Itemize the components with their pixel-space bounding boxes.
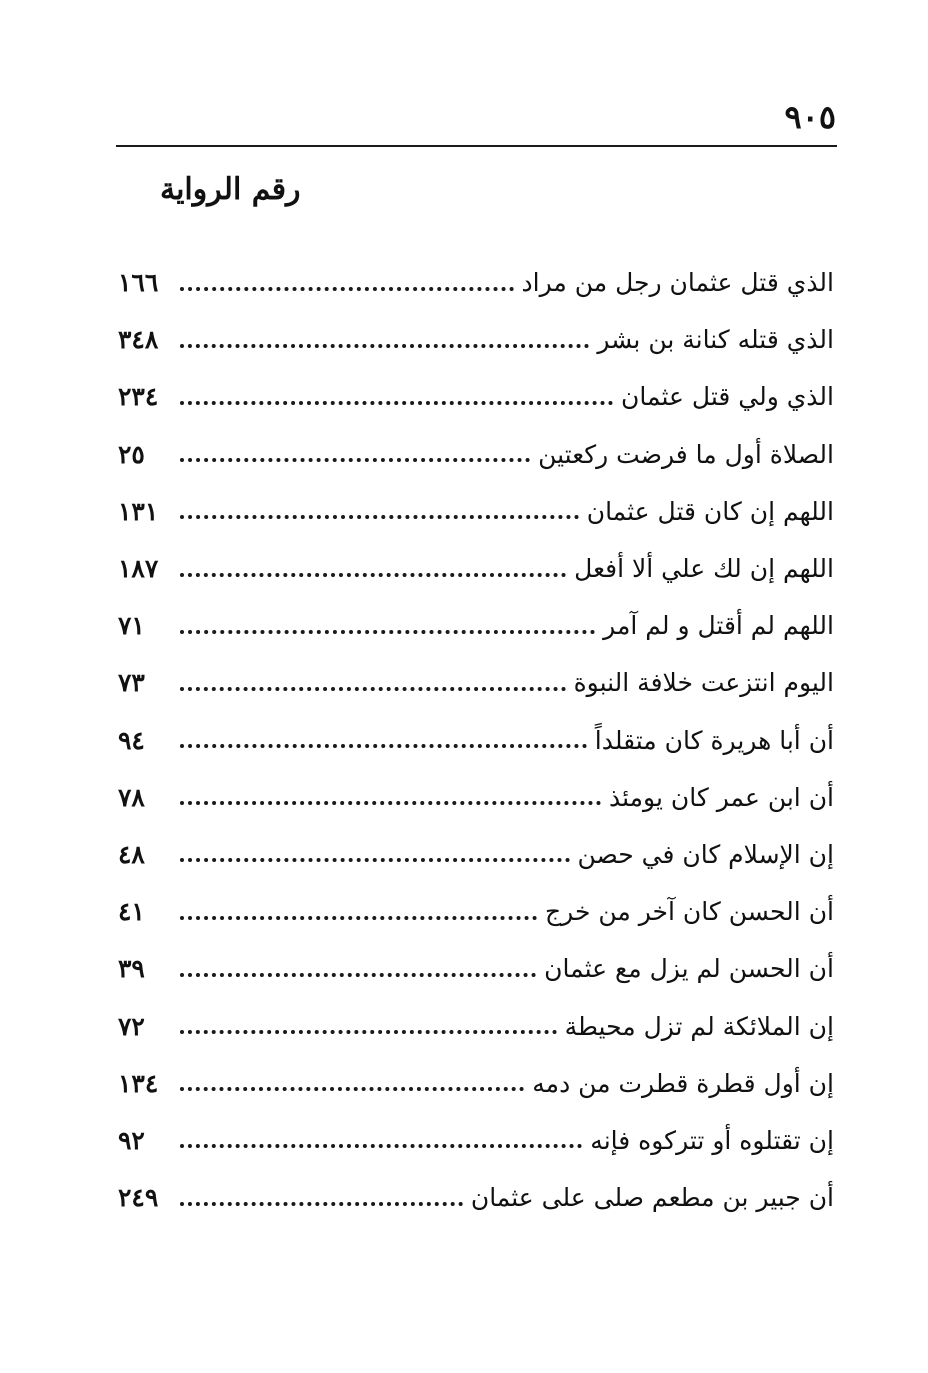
column-heading: رقم الرواية [160, 172, 301, 207]
index-entry [118, 940, 834, 997]
index-entry [118, 483, 834, 540]
entry-title: إن أول قطرة قطرت من دمه [532, 1068, 834, 1098]
index-entry [118, 1112, 834, 1169]
entry-title: اليوم انتزعت خلافة النبوة [573, 668, 834, 698]
index-list [118, 254, 834, 1226]
entry-number: ١٨٧ [118, 554, 159, 584]
entry-title: الذي قتل عثمان رجل من مراد [521, 268, 834, 298]
entry-title: أن الحسن لم يزل مع عثمان [544, 954, 834, 984]
entry-title: إن الملائكة لم تزل محيطة [564, 1011, 834, 1041]
entry-title: أن ابن عمر كان يومئذ [609, 782, 834, 812]
entry-title: أن الحسن كان آخر من خرج [545, 897, 834, 927]
dot-leader [180, 630, 595, 634]
dot-leader [180, 458, 530, 462]
entry-title: إن الإسلام كان في حصن [577, 839, 834, 869]
dot-leader [180, 801, 601, 805]
entry-number: ٣٤٨ [118, 325, 159, 355]
index-entry [118, 254, 834, 311]
page-number: ٩٠٥ [784, 98, 836, 136]
entry-title: الذي قتله كنانة بن بشر [597, 325, 834, 355]
dot-leader [180, 687, 566, 691]
dot-leader [180, 1202, 463, 1206]
dot-leader [180, 1087, 524, 1091]
index-entry [118, 597, 834, 654]
dot-leader [180, 344, 589, 348]
dot-leader [180, 916, 537, 920]
index-entry [118, 826, 834, 883]
index-entry [118, 1169, 834, 1226]
entry-number: ٧٢ [118, 1011, 145, 1041]
index-entry [118, 540, 834, 597]
entry-title: إن تقتلوه أو تتركوه فإنه [590, 1125, 834, 1155]
entry-number: ٩٤ [118, 725, 145, 755]
entry-number: ٧١ [118, 611, 145, 641]
dot-leader [180, 858, 570, 862]
entry-title: أن جبير بن مطعم صلى على عثمان [470, 1183, 834, 1213]
dot-leader [180, 401, 613, 405]
entry-number: ٤١ [118, 897, 145, 927]
index-entry [118, 368, 834, 425]
entry-number: ١٣١ [118, 496, 159, 526]
index-entry [118, 883, 834, 940]
entry-number: ٢٣٤ [118, 382, 159, 412]
entry-number: ٧٨ [118, 782, 145, 812]
entry-number: ٢٥ [118, 439, 145, 469]
dot-leader [180, 973, 536, 977]
dot-leader [180, 744, 587, 748]
entry-number: ١٦٦ [118, 268, 159, 298]
entry-number: ٤٨ [118, 839, 145, 869]
entry-title: الصلاة أول ما فرضت ركعتين [538, 439, 834, 469]
index-entry [118, 1055, 834, 1112]
entry-title: الذي ولي قتل عثمان [621, 382, 834, 412]
index-entry [118, 769, 834, 826]
dot-leader [180, 515, 579, 519]
entry-number: ٣٩ [118, 954, 145, 984]
entry-title: اللهم لم أقتل و لم آمر [603, 611, 834, 641]
index-entry [118, 997, 834, 1054]
entry-number: ١٣٤ [118, 1068, 159, 1098]
entry-title: أن أبا هريرة كان متقلداً [594, 725, 834, 755]
dot-leader [180, 1144, 582, 1148]
entry-number: ٢٤٩ [118, 1183, 159, 1213]
entry-number: ٩٢ [118, 1125, 145, 1155]
dot-leader [180, 1030, 557, 1034]
index-entry [118, 426, 834, 483]
entry-title: اللهم إن كان قتل عثمان [586, 496, 834, 526]
index-entry [118, 712, 834, 769]
index-entry [118, 654, 834, 711]
header-rule [116, 145, 837, 147]
entry-number: ٧٣ [118, 668, 145, 698]
entry-title: اللهم إن لك علي ألا أفعل [574, 554, 834, 584]
dot-leader [180, 287, 514, 291]
dot-leader [180, 573, 566, 577]
index-entry [118, 311, 834, 368]
